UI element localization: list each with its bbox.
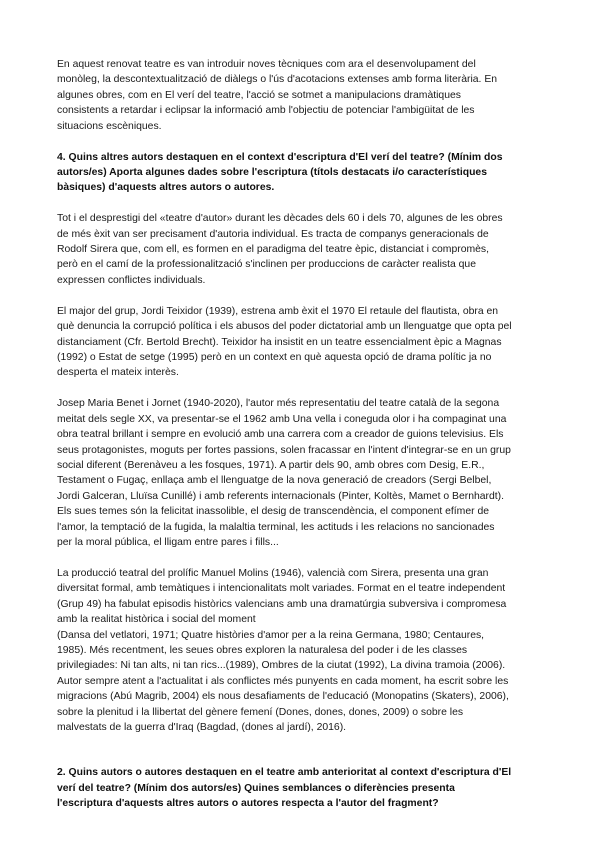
intro-paragraph: En aquest renovat teatre es van introduir noves tècniques com ara el desenvolupament del monòleg, la descontextualització de diàlegs o l'ús d'acotacions extenses amb forma literària. En algunes obres, com en El verí del teatre, l'acció se sotmet a manipulacions dramàtiques consistents a retardar i eclipsar la informació amb l'objectiu de potenciar l'ambigüitat de les situacions escèniques. xyxy=(57,59,498,132)
benet-paragraph: Josep Maria Benet i Jornet (1940-2020), l'autor més representatiu del teatre català de la segona meitat dels segle XX, va presentar-se el 1962 amb Una vella i coneguda olor i ha compaginat una obra teatral brillant i sempre en evolució amb una carrera com a creador de guions televisius. Els seus protagonistes, moguts per fortes passions, solen fracassar en l'intent d'integrar-se en un grup social diferent (Berenàveu a les fosques, 1971). A partir dels 90, amb obres com Desig, E.R., Testament o Fugaç, enllaça amb el llenguatge de la nova generació de creadors (Sergi Belbel, Jordi Galceran, Lluïsa Cunillé) i amb referents internacionals (Pinter, Koltès, Mamet o Bernhardt). Els sues temes són la felicitat inassolible, el desig de transcendència, el component efímer de l'amor, la temptació de la fugida, la malaltia terminal, les actituds i les relacions no sancionades per la moral pública, el lligam entre pares i fills... xyxy=(57,398,511,548)
teixidor-paragraph: El major del grup, Jordi Teixidor (1939), estrena amb èxit el 1970 El retaule del flautista, obra en què denuncia la corrupció política i els abusos del poder dictatorial amb un llenguatge que opta pel distanciament (Cfr. Bertold Brecht). Teixidor ha insistit en un teatre essencialment èpic a Magnas (1992) o Estat de setge (1995) però en un context en què aquesta opció de drama polític ja no desperta el mateix interès. xyxy=(57,305,512,379)
document-body xyxy=(57,57,545,812)
question-4-heading: 4. Quins altres autors destaquen en el context d'escriptura d'El verí del teatre? (Mínim dos autors/es) Aporta algunes dades sobre l'escriptura (títols destacats i/o característiques bàsiques) d'aquests altres autors o autores. xyxy=(57,151,503,194)
molins-paragraph: La producció teatral del prolífic Manuel Molins (1946), valencià com Sirera, presenta una gran diversitat formal, amb temàtiques i intencionalitats molt variades. Format en el teatre independent (Grup 49) ha fabulat episodis històrics valencians amb una dramatúrgia subversiva i compromesa amb la realitat històrica i social del moment (Dansa del vetlatori, 1971; Quatre històries d'amor per a la reina Germana, 1980; Centaures, 1985). Més recentment, les seues obres exploren la naturalesa del poder i de les classes privilegiades: Ni tan alts, ni tan rics...(1989), Ombres de la ciutat (1992), La divina tramoia (2006). Autor sempre atent a l'actualitat i als conflictes més punyents en cada moment, ha escrit sobre les migracions (Abú Magrib, 2004) els nous desafiaments de l'educació (Monopatins (Skaters), 2006), sobre la plenitud i la llibertat del gènere femení (Dones, dones, dones, 2009) o sobre les malvestats de la guerra d'Iraq (Bagdad, (dones al jardí), 2016). xyxy=(57,567,509,733)
context-paragraph: Tot i el desprestigi del «teatre d'autor» durant les dècades dels 60 i dels 70, algunes de les obres de més èxit van ser precisament d'autoria individual. Es tracta de companys generacionals de Rodolf Sirera que, com ell, es formen en el paradigma del teatre èpic, distanciat i compromès, però en el camí de la professionalització s'inclinen per produccions de caràcter realista que expressen conflictes individuals. xyxy=(57,213,503,286)
question-2-heading: 2. Quins autors o autores destaquen en el teatre amb anterioritat al context d'escriptura d'El verí del teatre? (Mínim dos autors/es) Quines semblances o diferències presenta l'escriptura d'aquests altres autors o autores respecta a l'autor del fragment? xyxy=(57,767,512,810)
